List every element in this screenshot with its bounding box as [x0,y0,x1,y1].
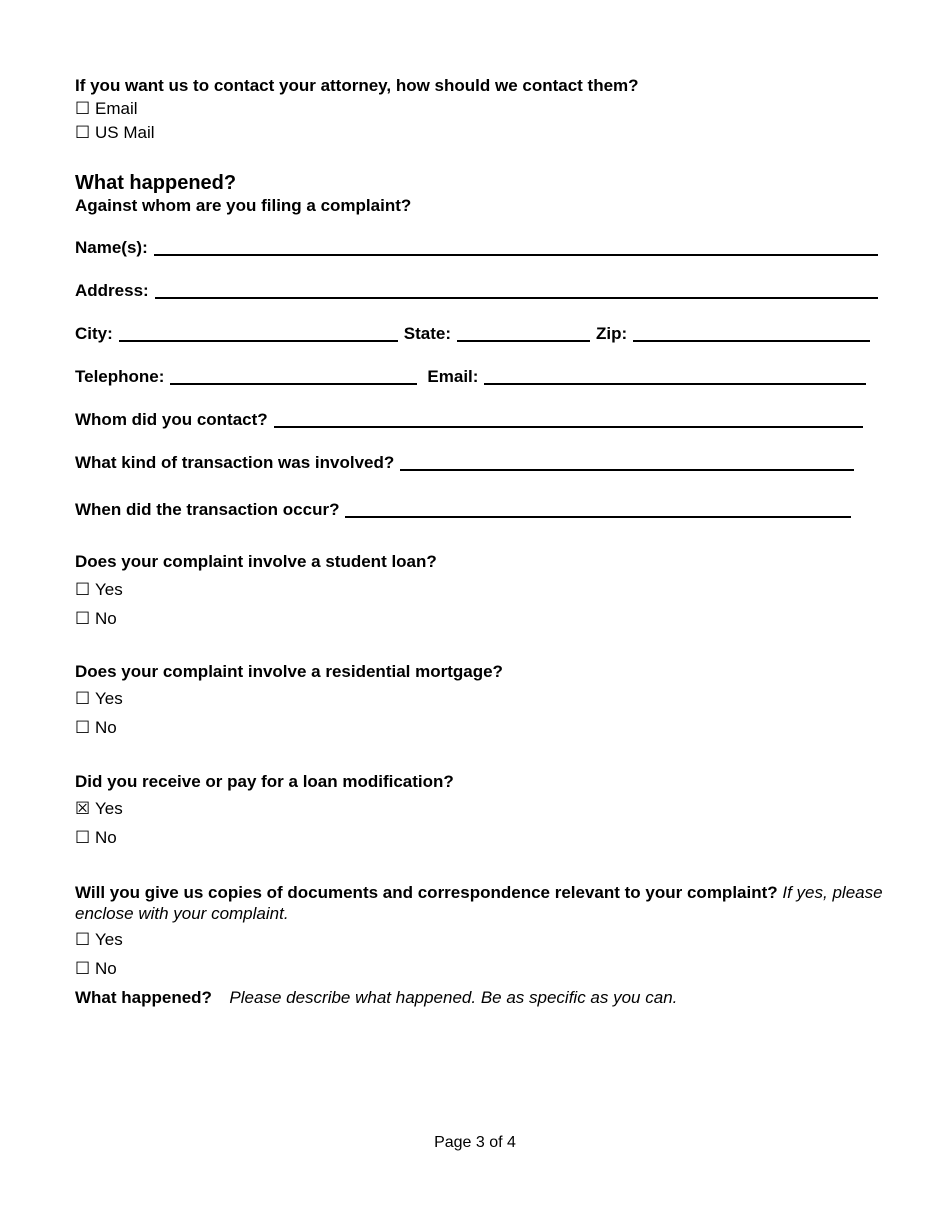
checkbox-icon[interactable]: ☐ [75,828,91,847]
documents-question-block [75,882,915,924]
checkbox-icon[interactable]: ☐ [75,930,91,949]
checked-checkbox-icon[interactable]: ☒ [75,799,91,818]
option-label: No [95,718,117,737]
transaction-kind-label: What kind of transaction was involved? [75,453,395,472]
checkbox-icon[interactable]: ☐ [75,959,91,978]
loan-mod-question: Did you receive or pay for a loan modification? [75,772,454,791]
describe-instruction: Please describe what happened. Be as specific as you can. [229,988,678,1007]
option-label: No [95,828,117,847]
what-happened-heading: What happened? [75,172,237,194]
transaction-when-label: When did the transaction occur? [75,500,340,519]
transaction-when-row [75,500,851,520]
option-label: No [95,609,117,628]
describe-label: What happened? [75,988,212,1007]
documents-question: Will you give us copies of documents and correspondence relevant to your complaint? [75,883,778,902]
documents-yes-option[interactable] [75,930,123,950]
checkbox-icon[interactable]: ☐ [75,580,91,599]
telephone-label: Telephone: [75,367,165,386]
address-field-row [75,281,878,301]
mortgage-no-option[interactable] [75,718,117,738]
mortgage-yes-option[interactable] [75,689,123,709]
option-label: No [95,959,117,978]
attorney-contact-question: If you want us to contact your attorney, how should we contact them? [75,76,639,95]
describe-row [75,988,677,1008]
student-loan-no-option[interactable] [75,609,117,629]
names-input-line[interactable] [154,238,878,256]
transaction-when-input-line[interactable] [345,500,851,518]
checkbox-icon[interactable]: ☐ [75,689,91,708]
option-label: US Mail [95,123,155,142]
telephone-input-line[interactable] [170,367,417,385]
mortgage-question: Does your complaint involve a residential mortgage? [75,662,503,681]
loan-mod-no-option[interactable] [75,828,117,848]
checkbox-icon[interactable]: ☐ [75,718,91,737]
address-label: Address: [75,281,149,300]
whom-contact-row [75,410,863,430]
student-loan-question: Does your complaint involve a student loan? [75,552,437,571]
names-field-row [75,238,878,258]
city-label: City: [75,324,113,343]
student-loan-yes-option[interactable] [75,580,123,600]
city-state-zip-row [75,324,870,344]
option-label: Email [95,99,138,118]
checkbox-icon[interactable]: ☐ [75,123,91,142]
option-label: Yes [95,930,123,949]
documents-note: If yes, please enclose with your complaint. [75,883,883,923]
email-label: Email: [427,367,479,386]
whom-contact-label: Whom did you contact? [75,410,268,429]
option-label: Yes [95,799,123,818]
option-label: Yes [95,580,123,599]
address-input-line[interactable] [155,281,878,299]
transaction-kind-input-line[interactable] [400,453,854,471]
telephone-email-row [75,367,866,387]
email-input-line[interactable] [484,367,866,385]
checkbox-icon[interactable]: ☐ [75,99,91,118]
page-number: Page 3 of 4 [434,1134,516,1151]
zip-label: Zip: [596,324,628,343]
state-input-line[interactable] [457,324,590,342]
city-input-line[interactable] [119,324,398,342]
against-whom-subheading: Against whom are you filing a complaint? [75,196,412,215]
zip-input-line[interactable] [633,324,870,342]
option-label: Yes [95,689,123,708]
whom-contact-input-line[interactable] [274,410,863,428]
names-label: Name(s): [75,238,148,257]
attorney-usmail-option[interactable] [75,123,155,143]
documents-no-option[interactable] [75,959,117,979]
attorney-email-option[interactable] [75,99,138,119]
state-label: State: [403,324,452,343]
loan-mod-yes-option[interactable] [75,799,123,819]
checkbox-icon[interactable]: ☐ [75,609,91,628]
transaction-kind-row [75,453,854,473]
